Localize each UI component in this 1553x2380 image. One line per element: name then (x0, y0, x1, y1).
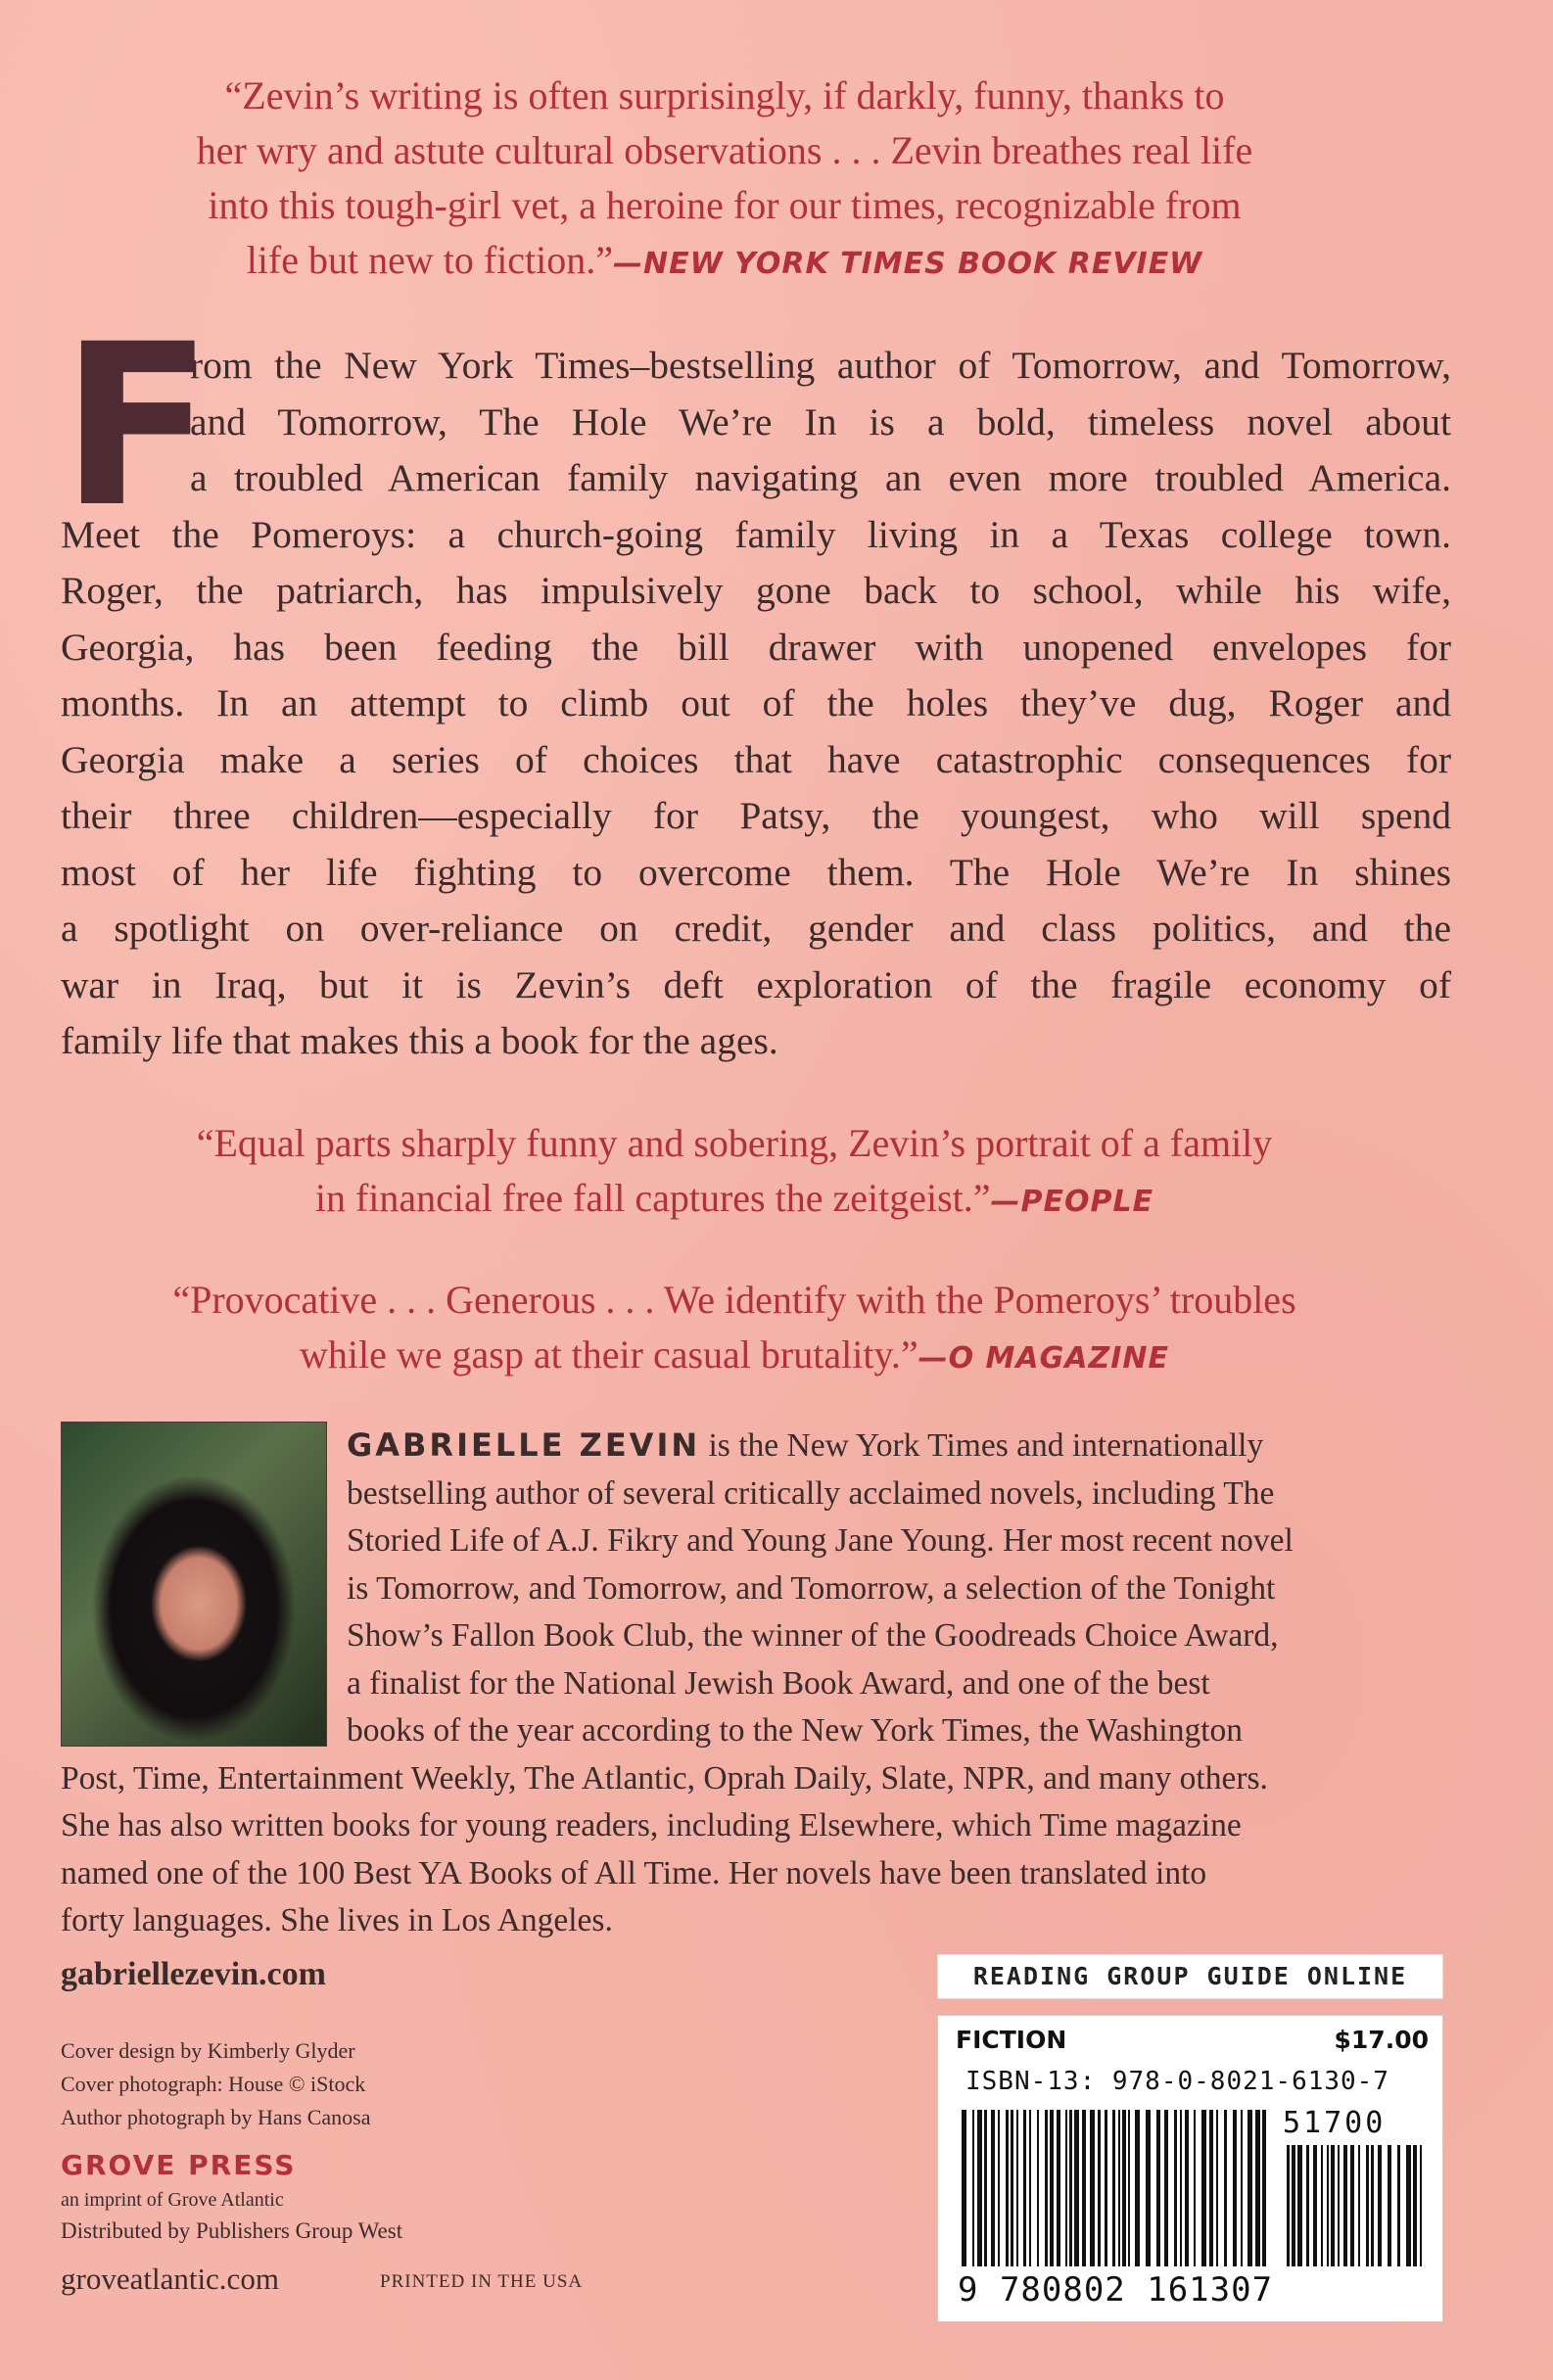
publisher-name: GROVE PRESS (61, 2149, 297, 2181)
description-line: Georgia, has been feeding the bill drawer with unopened envelopes for (61, 625, 1451, 669)
description-line: Meet the Pomeroys: a church-going family living in a Texas college town. (61, 512, 1451, 556)
barcode-bar (1174, 2110, 1177, 2266)
barcode-bar (1388, 2145, 1391, 2266)
barcode-bar (1297, 2145, 1302, 2266)
addon-barcode (1283, 2145, 1430, 2266)
barcode-bar (1350, 2145, 1354, 2266)
barcode-bar (1180, 2110, 1182, 2266)
barcode-bar (1366, 2145, 1369, 2266)
review-quote-o-magazine (49, 1273, 1420, 1386)
barcode-bar (1331, 2145, 1335, 2266)
description-line: war in Iraq, but it is Zevin’s deft exploration of the fragile economy of (61, 962, 1451, 1006)
isbn-label: ISBN-13: 978-0-8021-6130-7 (965, 2067, 1389, 2096)
author-website: gabriellezevin.com (61, 1956, 326, 1992)
barcode-bar (1371, 2145, 1374, 2266)
barcode-bar (1343, 2145, 1347, 2266)
barcode-bar (1074, 2110, 1079, 2266)
barcode-bar (1069, 2110, 1072, 2266)
quote-line-end: in financial free fall captures the zeitgeist.” (314, 1176, 991, 1220)
barcode-bar (1201, 2110, 1206, 2266)
bio-line: forty languages. She lives in Los Angeles. (61, 1902, 613, 1938)
bio-line: She has also written books for young readers, including Elsewhere, which Time magazine (61, 1807, 1242, 1843)
barcode-bar (1255, 2110, 1260, 2266)
barcode-bar (1037, 2110, 1039, 2266)
barcode-bar (998, 2110, 1000, 2266)
barcode-bar (1209, 2110, 1213, 2266)
review-quote-nyt (78, 69, 1371, 292)
barcode-bar (1338, 2145, 1340, 2266)
barcode-bar (1128, 2110, 1130, 2266)
distributor-line: Distributed by Publishers Group West (61, 2218, 403, 2243)
barcode-bar (1135, 2110, 1140, 2266)
quote-line (59, 1171, 1410, 1230)
barcode-bar (1122, 2110, 1126, 2266)
quote-line: “Zevin’s writing is often surprisingly, if darkly, funny, thanks to (224, 73, 1225, 117)
quote-source: —NEW YORK TIMES BOOK REVIEW (613, 247, 1203, 281)
barcode-bar (1321, 2145, 1323, 2266)
barcode-bar (1306, 2145, 1309, 2266)
publisher-website: groveatlantic.com (61, 2262, 279, 2296)
barcode-bar (1224, 2110, 1227, 2266)
barcode-box (937, 2015, 1443, 2322)
barcode-bar (1050, 2110, 1054, 2266)
quote-line: her wry and astute cultural observations . . . Zevin breathes real life (196, 128, 1253, 172)
barcode-bar (1006, 2110, 1009, 2266)
description-line: and Tomorrow, The Hole We’re In is a bold, timeless novel about (190, 399, 1451, 443)
barcode-bar (1029, 2110, 1031, 2266)
barcode-bar (1378, 2145, 1382, 2266)
drop-cap (61, 296, 213, 556)
barcode-bar (962, 2110, 966, 2266)
description-line: their three children—especially for Patsy, the youngest, who will spend (61, 794, 1451, 837)
barcode-bar (1082, 2110, 1086, 2266)
ean-number: 9 780802 161307 (958, 2270, 1274, 2310)
quote-line: “Provocative . . . Generous . . . We identify with the Pomeroys’ troubles (172, 1278, 1296, 1322)
imprint-line: an imprint of Grove Atlantic (61, 2189, 284, 2211)
quote-line (78, 233, 1371, 292)
barcode-bar (972, 2110, 974, 2266)
printed-in-label: PRINTED IN THE USA (380, 2271, 584, 2292)
bio-line: named one of the 100 Best YA Books of All Time. Her novels have been translated into (61, 1854, 1207, 1891)
barcode-bar (1292, 2145, 1295, 2266)
barcode-bar (1164, 2110, 1168, 2266)
credit-line: Cover design by Kimberly Glyder (61, 2038, 355, 2063)
barcode-bar (1016, 2110, 1018, 2266)
description-line: months. In an attempt to climb out of the holes they’ve dug, Roger and (61, 681, 1451, 724)
barcode-bar (1112, 2110, 1115, 2266)
drop-cap-letter: F (61, 296, 213, 556)
barcode-bar (1146, 2110, 1151, 2266)
barcode-bar (1358, 2145, 1360, 2266)
barcode-bar (1045, 2110, 1048, 2266)
credit-line: Cover photograph: House © iStock (61, 2072, 366, 2096)
bio-line-text: is the New York Times and internationally (700, 1427, 1264, 1464)
barcode-bar (1262, 2110, 1266, 2266)
bio-line (61, 1422, 1451, 1470)
barcode-bar (1216, 2110, 1218, 2266)
author-name: GABRIELLE ZEVIN (347, 1426, 701, 1464)
description-line: Roger, the patriarch, has impulsively gone back to school, while his wife, (61, 569, 1451, 612)
quote-line-end: life but new to fiction.” (246, 238, 614, 282)
barcode-bar (1065, 2110, 1067, 2266)
quote-line (49, 1328, 1420, 1386)
barcode-bar (1241, 2110, 1243, 2266)
barcode-bar (1090, 2110, 1095, 2266)
bio-line: bestselling author of several critically acclaimed novels, including The (347, 1474, 1275, 1512)
bio-line: Show’s Fallon Book Club, the winner of the Goodreads Choice Award, (347, 1617, 1279, 1654)
cover-credits (61, 2034, 371, 2134)
price-label: $17.00 (1334, 2026, 1429, 2054)
barcode-bar (1327, 2145, 1329, 2266)
barcode-bar (1011, 2110, 1013, 2266)
description-line: rom the New York Times–bestselling author of Tomorrow, and Tomorrow, (190, 344, 1451, 387)
barcode-bar (1420, 2145, 1422, 2266)
description-line: a spotlight on over-reliance on credit, gender and class politics, and the (61, 907, 1451, 950)
bio-line: is Tomorrow, and Tomorrow, and Tomorrow, a selection of the Tonight (347, 1569, 1276, 1607)
review-quote-people (59, 1116, 1410, 1230)
barcode-bar (1118, 2110, 1120, 2266)
quote-line: into this tough-girl vet, a heroine for our times, recognizable from (208, 183, 1242, 227)
bio-line: a finalist for the National Jewish Book Award, and one of the best (347, 1664, 1210, 1702)
category-label: FICTION (956, 2026, 1067, 2054)
price-addon-number: 51700 (1283, 2106, 1387, 2140)
book-description (61, 296, 1451, 1070)
bio-line: books of the year according to the New York Times, the Washington (347, 1712, 1244, 1749)
barcode-bar (1098, 2110, 1101, 2266)
barcode-bar (1233, 2110, 1237, 2266)
quote-line-end: while we gasp at their casual brutality.” (299, 1332, 918, 1377)
quote-line: “Equal parts sharply funny and sobering, Zevin’s portrait of a family (196, 1121, 1273, 1165)
barcode-bar (1413, 2145, 1417, 2266)
barcode-bar (1194, 2110, 1196, 2266)
description-line: most of her life fighting to overcome them. The Hole We’re In shines (61, 850, 1451, 894)
barcode-bar (1057, 2110, 1060, 2266)
barcode-bar (977, 2110, 982, 2266)
bio-line: Post, Time, Entertainment Weekly, The Atlantic, Oprah Daily, Slate, NPR, and many others. (61, 1759, 1268, 1797)
barcode-bar (984, 2110, 987, 2266)
ean-barcode (958, 2110, 1271, 2266)
barcode-bar (1406, 2145, 1411, 2266)
barcode-bar (1105, 2110, 1107, 2266)
author-bio (61, 1422, 1451, 1945)
description-line: family life that makes this a book for the ages. (61, 1019, 778, 1062)
barcode-bar (1023, 2110, 1026, 2266)
description-line: Georgia make a series of choices that have catastrophic consequences for (61, 737, 1451, 781)
barcode-bar (1397, 2145, 1400, 2266)
description-line: a troubled American family navigating an even more troubled America. (190, 456, 1451, 499)
barcode-bar (991, 2110, 995, 2266)
barcode-bar (1313, 2145, 1317, 2266)
bio-line: Storied Life of A.J. Fikry and Young Jane Young. Her most recent novel (347, 1522, 1294, 1559)
barcode-bar (1247, 2110, 1252, 2266)
barcode-bar (1287, 2145, 1290, 2266)
barcode-bar (1156, 2110, 1160, 2266)
quote-source: —PEOPLE (990, 1185, 1154, 1219)
credit-line: Author photograph by Hans Canosa (61, 2105, 371, 2129)
reading-group-guide-label: READING GROUP GUIDE ONLINE (937, 1954, 1443, 1999)
quote-source: —O MAGAZINE (918, 1341, 1169, 1376)
barcode-bar (1185, 2110, 1189, 2266)
